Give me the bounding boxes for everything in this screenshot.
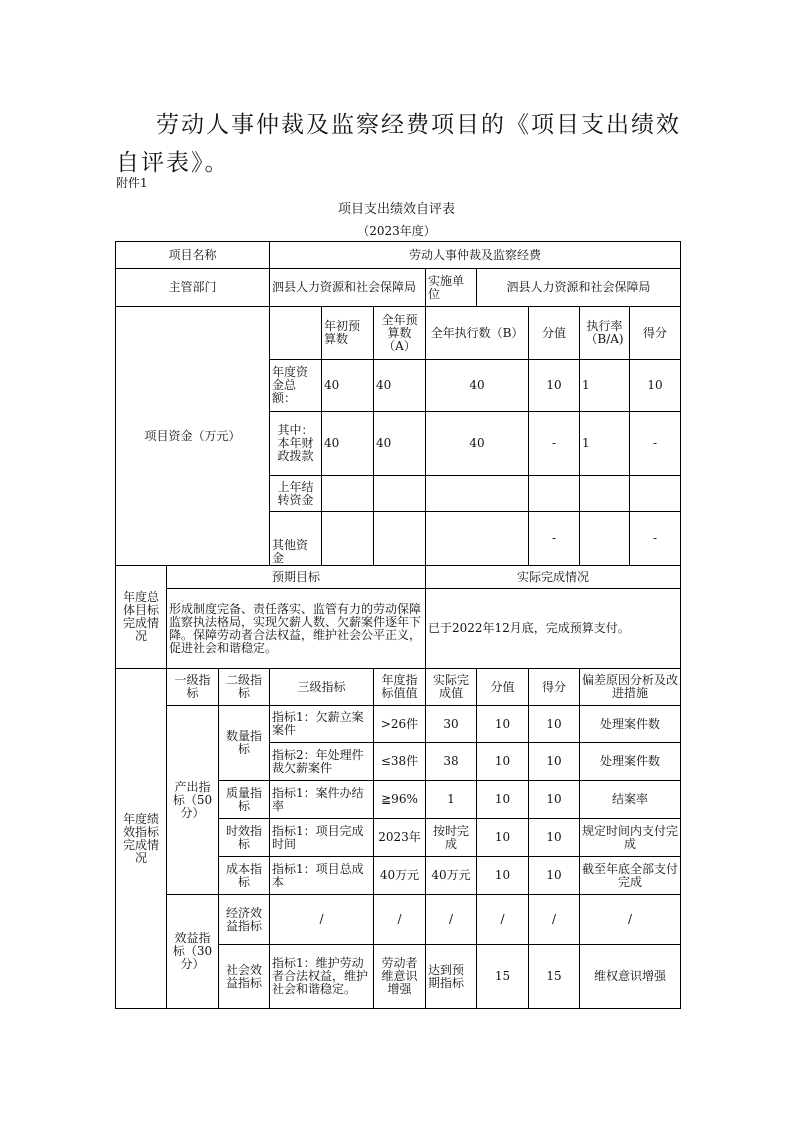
funds-row-name: 其他资金 xyxy=(270,512,322,566)
perf-note: 结案率 xyxy=(580,781,681,819)
perf-header-score: 得分 xyxy=(529,669,580,706)
perf-score: 10 xyxy=(529,819,580,857)
perf-score: 10 xyxy=(529,743,580,781)
goals-expected-header: 预期目标 xyxy=(167,566,426,589)
funds-row-executed: 40 xyxy=(426,412,529,476)
perf-actual: 达到预期指标 xyxy=(426,945,477,1009)
perf-level3: 指标1：案件办结率 xyxy=(270,781,374,819)
funds-row-score xyxy=(630,476,681,512)
perf-actual: 按时完成 xyxy=(426,819,477,857)
perf-note: / xyxy=(580,895,681,945)
perf-note: 处理案件数 xyxy=(580,706,681,743)
perf-target: ≧96% xyxy=(374,781,426,819)
perf-target: 劳动者维意识增强 xyxy=(374,945,426,1009)
funds-header-initial: 年初预算数 xyxy=(322,307,374,360)
perf-actual: 1 xyxy=(426,781,477,819)
funds-header-rate: 执行率（B/A) xyxy=(580,307,630,360)
perf-header-value: 分值 xyxy=(477,669,529,706)
perf-level2: 数量指标 xyxy=(219,706,270,781)
funds-row-initial xyxy=(322,476,374,512)
perf-header-target: 年度指标值值 xyxy=(374,669,426,706)
perf-level2: 时效指标 xyxy=(219,819,270,857)
perf-value: 15 xyxy=(477,945,529,1009)
perf-value: 10 xyxy=(477,857,529,895)
perf-level3: 指标2：年处理件裁欠薪案件 xyxy=(270,743,374,781)
impl-label: 实施单位 xyxy=(426,269,477,307)
dept-label: 主管部门 xyxy=(116,269,270,307)
perf-value: 10 xyxy=(477,781,529,819)
funds-row-score-value: 10 xyxy=(529,360,580,412)
perf-header-note: 偏差原因分析及改进措施 xyxy=(580,669,681,706)
perf-score: 10 xyxy=(529,706,580,743)
output-indicator-label: 产出指标（50分） xyxy=(167,706,219,895)
perf-note: 维权意识增强 xyxy=(580,945,681,1009)
perf-note: 规定时间内支付完成 xyxy=(580,819,681,857)
perf-level2: 社会效益指标 xyxy=(219,945,270,1009)
funds-row-score-value xyxy=(529,476,580,512)
perf-target: / xyxy=(374,895,426,945)
funds-header-annual: 全年预算数（A） xyxy=(374,307,426,360)
perf-level3: 指标1：项目完成时间 xyxy=(270,819,374,857)
perf-target: 2023年 xyxy=(374,819,426,857)
funds-row-rate xyxy=(580,512,630,566)
goals-actual-text: 已于2022年12月底，完成预算支付。 xyxy=(426,589,681,669)
perf-header-level2: 二级指标 xyxy=(219,669,270,706)
funds-row-name: 年度资金总额： xyxy=(270,360,322,412)
perf-level3: 指标1：维护劳动者合法权益，维护社会和谐稳定。 xyxy=(270,945,374,1009)
perf-score: / xyxy=(529,895,580,945)
dept-value: 泗县人力资源和社会保障局 xyxy=(270,269,426,307)
perf-level2: 质量指标 xyxy=(219,781,270,819)
perf-value: 10 xyxy=(477,743,529,781)
funds-header-score: 得分 xyxy=(630,307,681,360)
funds-row-annual xyxy=(374,512,426,566)
perf-level2: 成本指标 xyxy=(219,857,270,895)
project-name-value: 劳动人事仲裁及监察经费 xyxy=(270,242,681,269)
document-heading: 劳动人事仲裁及监察经费项目的《项目支出绩效自评表》。 xyxy=(116,112,681,176)
table-year: （2023年度） xyxy=(357,224,436,238)
funds-row-score-value: - xyxy=(529,512,580,566)
perf-level3: / xyxy=(270,895,374,945)
funds-row-rate xyxy=(580,476,630,512)
effect-indicator-label: 效益指标（30分） xyxy=(167,895,219,1009)
goals-actual-header: 实际完成情况 xyxy=(426,566,681,589)
perf-actual: 38 xyxy=(426,743,477,781)
perf-header-level3: 三级指标 xyxy=(270,669,374,706)
perf-score: 10 xyxy=(529,857,580,895)
perf-actual: / xyxy=(426,895,477,945)
funds-row-executed xyxy=(426,512,529,566)
funds-row-name: 其中：本年财政拨款 xyxy=(270,412,322,476)
funds-row-annual: 40 xyxy=(374,360,426,412)
perf-level3: 指标1：项目总成本 xyxy=(270,857,374,895)
funds-row-score: - xyxy=(630,412,681,476)
funds-row-initial xyxy=(322,512,374,566)
perf-target: 40万元 xyxy=(374,857,426,895)
performance-label: 年度绩效指标完成情况 xyxy=(116,669,167,1009)
perf-value: 10 xyxy=(477,819,529,857)
perf-note: 处理案件数 xyxy=(580,743,681,781)
funds-row-score: 10 xyxy=(630,360,681,412)
perf-target: >26件 xyxy=(374,706,426,743)
perf-header-level1: 一级指标 xyxy=(167,669,219,706)
goals-expected-text: 形成制度完备、责任落实、监管有力的劳动保障监察执法格局，实现欠薪人数、欠薪案件逐年下降。保障劳动者合法权益，维护社会公平正义，促进社会和谐稳定。 xyxy=(167,589,426,669)
funds-row-executed xyxy=(426,476,529,512)
table-title: 项目支出绩效自评表 xyxy=(337,202,455,217)
funds-label: 项目资金（万元） xyxy=(116,307,270,566)
perf-level2: 经济效益指标 xyxy=(219,895,270,945)
funds-row-rate: 1 xyxy=(580,360,630,412)
perf-value: 10 xyxy=(477,706,529,743)
perf-note: 截至年底全部支付完成 xyxy=(580,857,681,895)
goals-label: 年度总体目标完成情况 xyxy=(116,566,167,669)
attachment-label: 附件1 xyxy=(116,176,148,190)
self-evaluation-table xyxy=(115,241,681,1009)
funds-header-executed: 全年执行数（B） xyxy=(426,307,529,360)
funds-row-score-value: - xyxy=(529,412,580,476)
perf-actual: 30 xyxy=(426,706,477,743)
funds-row-initial: 40 xyxy=(322,360,374,412)
perf-score: 10 xyxy=(529,781,580,819)
perf-target: ≤38件 xyxy=(374,743,426,781)
funds-header-score-value: 分值 xyxy=(529,307,580,360)
funds-row-name: 上年结转资金 xyxy=(270,476,322,512)
funds-row-annual xyxy=(374,476,426,512)
funds-header-blank xyxy=(270,307,322,360)
funds-row-executed: 40 xyxy=(426,360,529,412)
impl-value: 泗县人力资源和社会保障局 xyxy=(477,269,681,307)
funds-row-initial: 40 xyxy=(322,412,374,476)
perf-level3: 指标1：欠薪立案案件 xyxy=(270,706,374,743)
perf-header-actual: 实际完成值 xyxy=(426,669,477,706)
perf-value: / xyxy=(477,895,529,945)
funds-row-rate: 1 xyxy=(580,412,630,476)
perf-actual: 40万元 xyxy=(426,857,477,895)
perf-score: 15 xyxy=(529,945,580,1009)
project-name-label: 项目名称 xyxy=(116,242,270,269)
funds-row-annual: 40 xyxy=(374,412,426,476)
funds-row-score: - xyxy=(630,512,681,566)
